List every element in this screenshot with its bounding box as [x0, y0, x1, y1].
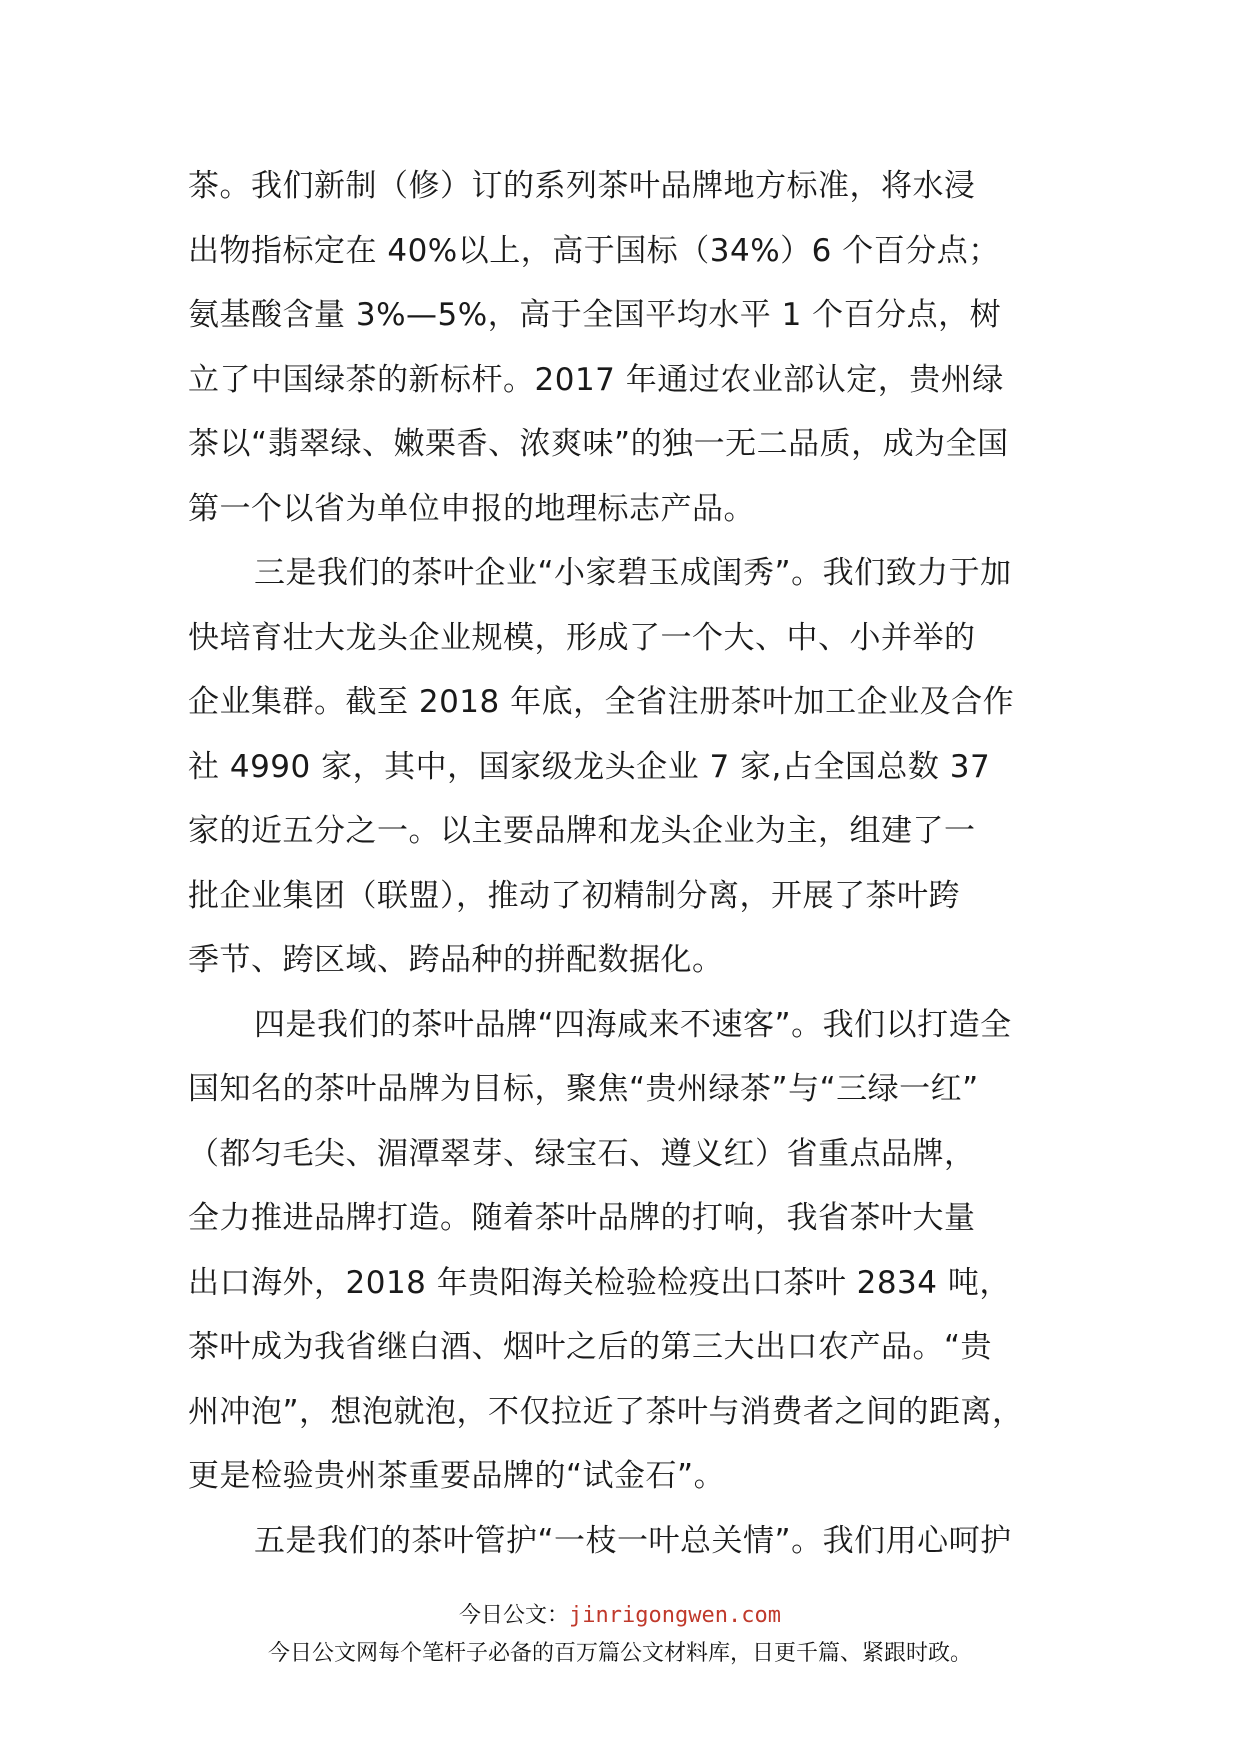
text-line: 茶以“翡翠绿、嫩栗香、浓爽味”的独一无二品质，成为全国 — [188, 426, 1009, 462]
text-line: 国知名的茶叶品牌为目标，聚焦“贵州绿茶”与“三绿一红” — [188, 1071, 979, 1107]
text-line: 茶叶成为我省继白酒、烟叶之后的第三大出口农产品。“贵 — [188, 1329, 993, 1365]
text-line: 氨基酸含量 3%—5%，高于全国平均水平 1 个百分点，树 — [188, 297, 1002, 333]
text-line: （都匀毛尖、湄潭翠芽、绿宝石、遵义红）省重点品牌， — [188, 1135, 976, 1172]
footer-site-label: 今日公文： — [459, 1603, 570, 1628]
text-line: 出物指标定在 40%以上，高于国标（34%）6 个百分点； — [188, 232, 1000, 269]
text-line: 第一个以省为单位申报的地理标志产品。 — [188, 490, 755, 527]
text-line: 快培育壮大龙头企业规模，形成了一个大、中、小并举的 — [188, 619, 976, 656]
text-line: 社 4990 家，其中，国家级龙头企业 7 家,占全国总数 37 — [188, 748, 991, 785]
text-line: 企业集群。截至 2018 年底，全省注册茶叶加工企业及合作 — [188, 684, 1015, 720]
footer-description: 今日公文网每个笔杆子必备的百万篇公文材料库，日更千篇、紧跟时政。 — [267, 1641, 972, 1666]
text-line: 季节、跨区域、跨品种的拼配数据化。 — [188, 942, 724, 978]
text-line: 出口海外，2018 年贵阳海关检验检疫出口茶叶 2834 吨， — [188, 1264, 1011, 1301]
text-line: 三是我们的茶叶企业“小家碧玉成闺秀”。我们致力于加 — [254, 555, 1012, 591]
text-line: 全力推进品牌打造。随着茶叶品牌的打响，我省茶叶大量 — [188, 1200, 976, 1236]
text-line: 茶。我们新制（修）订的系列茶叶品牌地方标准，将水浸 — [188, 168, 976, 204]
text-line: 州冲泡”，想泡就泡，不仅拉近了茶叶与消费者之间的距离， — [188, 1393, 1024, 1430]
text-line: 批企业集团（联盟），推动了初精制分离，开展了茶叶跨 — [188, 877, 960, 914]
footer-site-url[interactable]: jinrigongwen.com — [569, 1603, 781, 1628]
text-line: 更是检验贵州茶重要品牌的“试金石”。 — [188, 1458, 726, 1494]
text-line: 立了中国绿茶的新标杆。2017 年通过农业部认定，贵州绿 — [188, 361, 1004, 398]
text-line: 五是我们的茶叶管护“一枝一叶总关情”。我们用心呵护 — [254, 1522, 1012, 1559]
text-line: 家的近五分之一。以主要品牌和龙头企业为主，组建了一 — [188, 813, 976, 849]
document-body — [188, 154, 1068, 1573]
footer-site-line — [0, 1598, 1240, 1629]
text-line: 四是我们的茶叶品牌“四海咸来不速客”。我们以打造全 — [254, 1006, 1012, 1043]
